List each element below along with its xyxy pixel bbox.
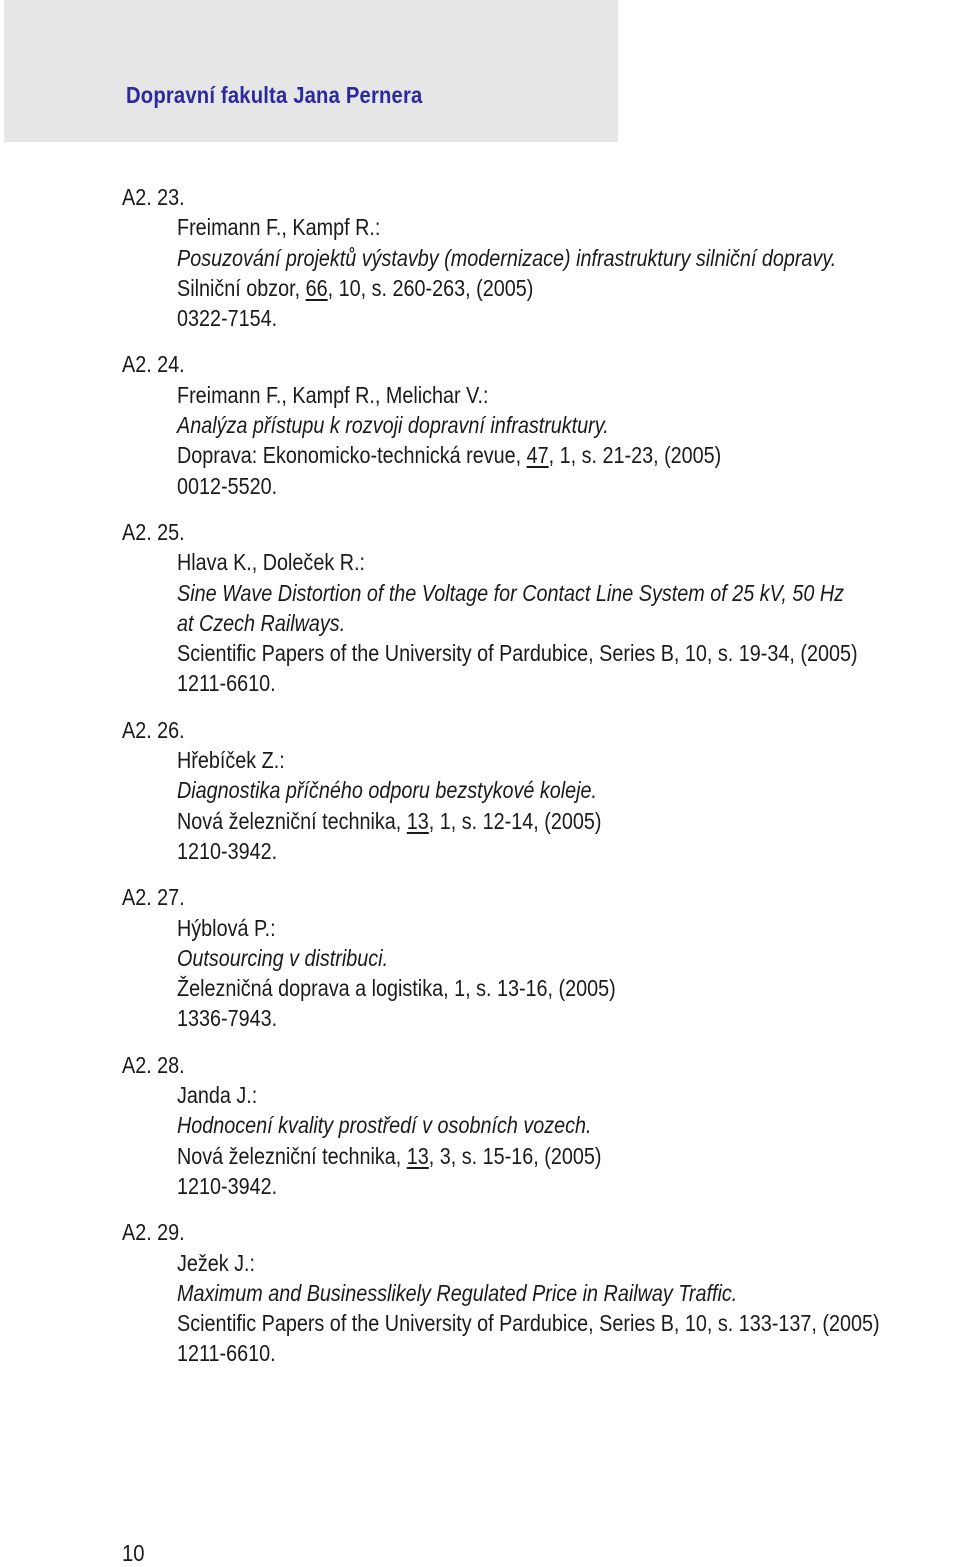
source-volume: 47	[526, 442, 549, 469]
source-name: Nová železniční technika,	[177, 1142, 407, 1169]
entry-title: Posuzování projektů výstavby (modernizace) infrastruktury silniční dopravy.	[177, 244, 837, 271]
entry-authors: Hýblová P.:	[177, 914, 276, 941]
entry-authors: Janda J.:	[177, 1082, 258, 1109]
entry-issn: 1211-6610.	[177, 1340, 276, 1367]
source-volume: 66	[305, 274, 328, 301]
source-details: , 1, s. 12-14, (2005)	[428, 807, 602, 834]
header-band	[4, 0, 618, 142]
entry-title: Maximum and Businesslikely Regulated Price in Railway Traffic.	[177, 1279, 738, 1306]
entry-issn: 1210-3942.	[177, 837, 278, 864]
source-details: , 1, s. 21-23, (2005)	[548, 442, 722, 469]
bibliography-entry	[122, 182, 960, 333]
source-volume: 13	[406, 807, 429, 834]
source-name: Nová železniční technika,	[177, 807, 407, 834]
entry-number: A2. 28.	[122, 1051, 185, 1078]
bibliography-list	[122, 182, 960, 1385]
bibliography-entry	[122, 1217, 960, 1368]
entry-number: A2. 29.	[122, 1219, 185, 1246]
entry-authors: Ježek J.:	[177, 1249, 256, 1276]
entry-number: A2. 26.	[122, 716, 185, 743]
entry-authors: Hlava K., Doleček R.:	[177, 549, 365, 576]
source-name: Doprava: Ekonomicko-technická revue,	[177, 442, 527, 469]
entry-number: A2. 27.	[122, 884, 185, 911]
entry-issn: 0012-5520.	[177, 472, 278, 499]
entry-issn: 1210-3942.	[177, 1172, 278, 1199]
entry-title-continued: at Czech Railways.	[177, 609, 346, 636]
entry-title: Analýza přístupu k rozvoji dopravní infrastruktury.	[177, 412, 609, 439]
entry-number: A2. 24.	[122, 351, 185, 378]
entry-authors: Freimann F., Kampf R., Melichar V.:	[177, 381, 489, 408]
bibliography-entry	[122, 349, 960, 500]
entry-number: A2. 25.	[122, 518, 185, 545]
entry-source	[177, 273, 852, 303]
entry-title: Hodnocení kvality prostředí v osobních vozech.	[177, 1112, 592, 1139]
entry-source	[177, 1141, 852, 1171]
bibliography-entry	[122, 715, 960, 866]
entry-issn: 1336-7943.	[177, 1005, 278, 1032]
source-name: Silniční obzor,	[177, 274, 306, 301]
source-details: , 3, s. 15-16, (2005)	[428, 1142, 602, 1169]
entry-issn: 1211-6610.	[177, 670, 276, 697]
bibliography-entry	[122, 882, 960, 1033]
entry-source	[177, 440, 852, 470]
entry-number: A2. 23.	[122, 184, 185, 210]
entry-authors: Freimann F., Kampf R.:	[177, 214, 381, 241]
entry-source	[177, 806, 852, 836]
entry-source: Scientific Papers of the University of Pardubice, Series B, 10, s. 133-137, (2005)	[177, 1310, 880, 1337]
entry-authors: Hřebíček Z.:	[177, 747, 285, 774]
entry-issn: 0322-7154.	[177, 305, 278, 332]
entry-title: Diagnostika příčného odporu bezstykové koleje.	[177, 777, 598, 804]
entry-source: Scientific Papers of the University of Pardubice, Series B, 10, s. 19-34, (2005)	[177, 640, 858, 667]
bibliography-entry	[122, 1050, 960, 1201]
entry-title: Outsourcing v distribuci.	[177, 944, 389, 971]
bibliography-entry	[122, 517, 960, 699]
entry-title: Sine Wave Distortion of the Voltage for Contact Line System of 25 kV, 50 Hz	[177, 579, 844, 606]
header-title: Dopravní fakulta Jana Pernera	[126, 82, 423, 108]
source-details: , 10, s. 260-263, (2005)	[327, 274, 534, 301]
source-volume: 13	[406, 1142, 429, 1169]
page-number: 10	[122, 1540, 145, 1566]
entry-source: Železničná doprava a logistika, 1, s. 13-16, (2005)	[177, 975, 616, 1002]
